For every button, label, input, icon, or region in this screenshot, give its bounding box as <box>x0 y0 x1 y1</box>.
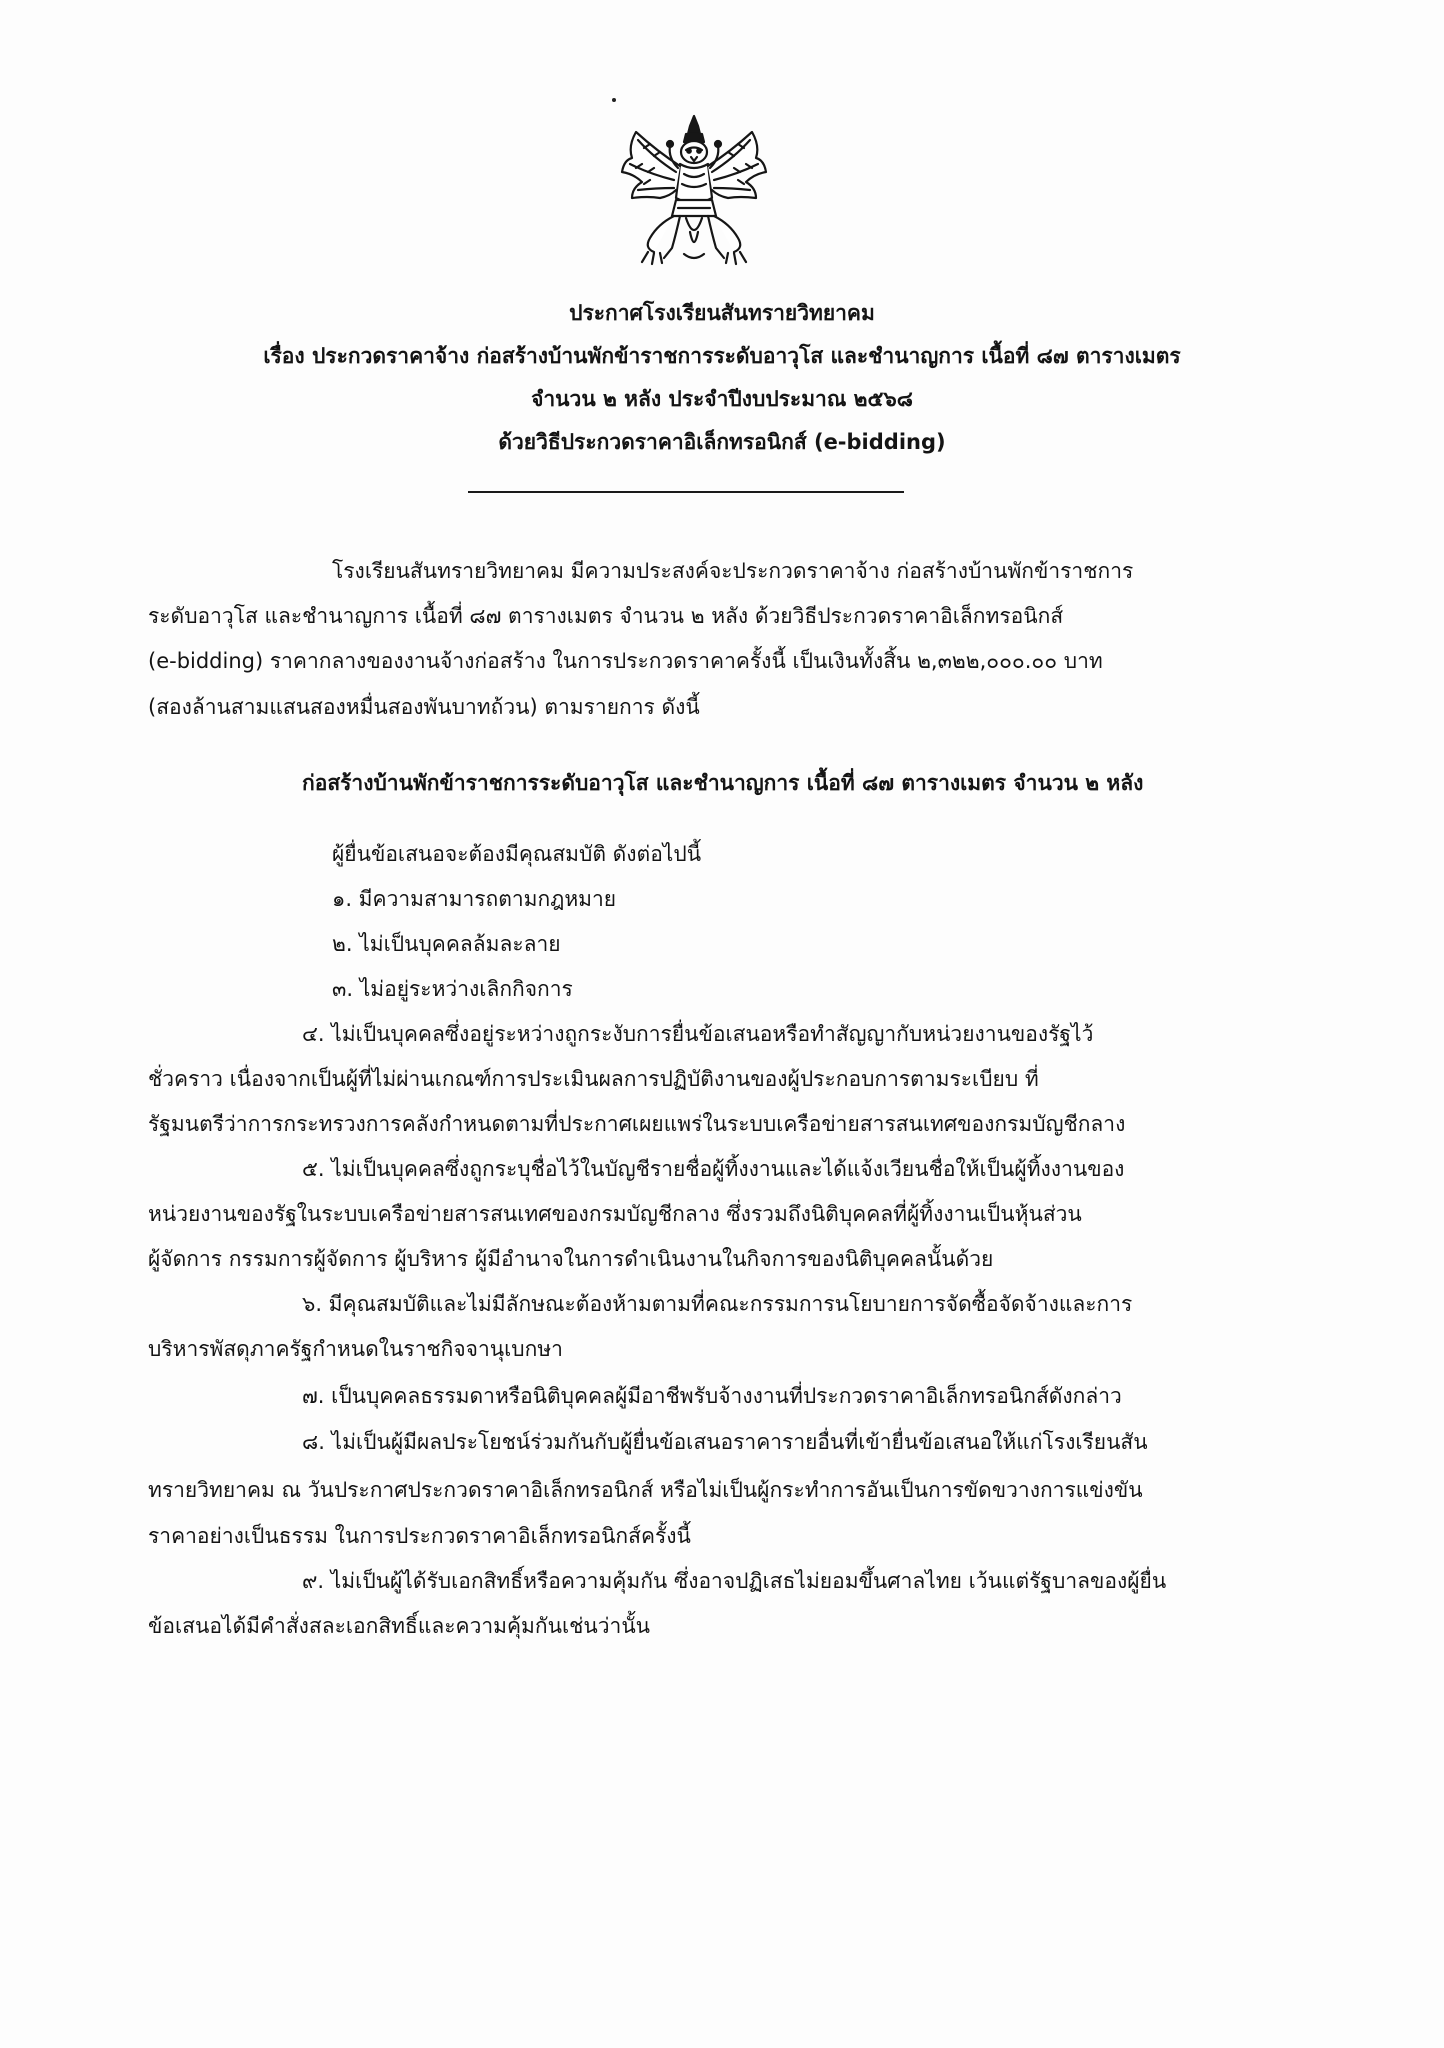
heading-method: ด้วยวิธีประกวดราคาอิเล็กทรอนิกส์ (e-bidding) <box>498 430 946 454</box>
qualification-item-7: ๗. เป็นบุคคลธรรมดาหรือนิติบุคคลผู้มีอาชีพรับจ้างงานที่ประกวดราคาอิเล็กทรอนิกส์ดังกล่าว <box>302 1384 1122 1408</box>
qualification-item-8-line-1: ๘. ไม่เป็นผู้มีผลประโยชน์ร่วมกันกับผู้ยื่นข้อเสนอราคารายอื่นที่เข้ายื่นข้อเสนอให้แก่โรงเรียนสัน <box>302 1430 1148 1454</box>
qualification-item-4-line-2: ชั่วคราว เนื่องจากเป็นผู้ที่ไม่ผ่านเกณฑ์การประเมินผลการปฏิบัติงานของผู้ประกอบการตามระเบียบ ที่ <box>148 1067 1039 1091</box>
qualification-item-4-line-3: รัฐมนตรีว่าการกระทรวงการคลังกำหนดตามที่ประกาศเผยแพร่ในระบบเครือข่ายสารสนเทศของกรมบัญชีกลาง <box>148 1112 1126 1136</box>
qualification-item-5-line-1: ๕. ไม่เป็นบุคคลซึ่งถูกระบุชื่อไว้ในบัญชีรายชื่อผู้ทิ้งงานและได้แจ้งเวียนชื่อให้เป็นผู้ทิ้งงานของ <box>302 1157 1125 1181</box>
qualification-item-8-line-2: ทรายวิทยาคม ณ วันประกาศประกวดราคาอิเล็กทรอนิกส์ หรือไม่เป็นผู้กระทำการอันเป็นการขัดขวางการแข่งขัน <box>148 1478 1143 1502</box>
qualification-item-1: ๑. มีความสามารถตามกฎหมาย <box>332 887 617 911</box>
intro-line-2: ระดับอาวุโส และชำนาญการ เนื้อที่ ๘๗ ตารางเมตร จำนวน ๒ หลัง ด้วยวิธีประกวดราคาอิเล็กทรอนิกส์ <box>148 604 1064 628</box>
qualification-item-9-line-1: ๙. ไม่เป็นผู้ได้รับเอกสิทธิ์หรือความคุ้มกัน ซึ่งอาจปฏิเสธไม่ยอมขึ้นศาลไทย เว้นแต่รัฐบาลของผู้ยื่น <box>302 1569 1167 1593</box>
heading-subject: เรื่อง ประกวดราคาจ้าง ก่อสร้างบ้านพักข้าราชการระดับอาวุโส และชำนาญการ เนื้อที่ ๘๗ ตารางเมตร <box>263 344 1181 368</box>
garuda-emblem-icon <box>614 112 774 270</box>
heading-issuer: ประกาศโรงเรียนสันทรายวิทยาคม <box>569 301 875 325</box>
intro-line-4: (สองล้านสามแสนสองหมื่นสองพันบาทถ้วน) ตามรายการ ดังนี้ <box>148 695 700 719</box>
qualification-item-6-line-2: บริหารพัสดุภาครัฐกำหนดในราชกิจจานุเบกษา <box>148 1337 563 1361</box>
qualification-item-4-line-1: ๔. ไม่เป็นบุคคลซึ่งอยู่ระหว่างถูกระงับการยื่นข้อเสนอหรือทำสัญญากับหน่วยงานของรัฐไว้ <box>302 1022 1094 1046</box>
intro-line-1: โรงเรียนสันทรายวิทยาคม มีความประสงค์จะประกวดราคาจ้าง ก่อสร้างบ้านพักข้าราชการ <box>332 559 1134 583</box>
announcement-heading <box>0 292 1444 464</box>
heading-divider <box>468 491 904 493</box>
qualification-item-8-line-3: ราคาอย่างเป็นธรรม ในการประกวดราคาอิเล็กทรอนิกส์ครั้งนี้ <box>148 1524 691 1548</box>
intro-line-3: (e-bidding) ราคากลางของงานจ้างก่อสร้าง ในการประกวดราคาครั้งนี้ เป็นเงินทั้งสิ้น ๒,๓๒๒,๐๐๐.๐๐ บาท <box>148 649 1103 673</box>
heading-quantity-year: จำนวน ๒ หลัง ประจำปีงบประมาณ ๒๕๖๘ <box>531 387 913 411</box>
scan-speck <box>612 98 616 102</box>
qualification-item-3: ๓. ไม่อยู่ระหว่างเลิกกิจการ <box>332 977 573 1001</box>
qualifications-intro: ผู้ยื่นข้อเสนอจะต้องมีคุณสมบัติ ดังต่อไปนี้ <box>332 842 702 866</box>
project-subheading: ก่อสร้างบ้านพักข้าราชการระดับอาวุโส และชำนาญการ เนื้อที่ ๘๗ ตารางเมตร จำนวน ๒ หลัง <box>302 771 1144 795</box>
qualification-item-5-line-2: หน่วยงานของรัฐในระบบเครือข่ายสารสนเทศของกรมบัญชีกลาง ซึ่งรวมถึงนิติบุคคลที่ผู้ทิ้งงานเป็นหุ้นส่วน <box>148 1202 1082 1226</box>
qualification-item-5-line-3: ผู้จัดการ กรรมการผู้จัดการ ผู้บริหาร ผู้มีอำนาจในการดำเนินงานในกิจการของนิติบุคคลนั้นด้วย <box>148 1247 994 1271</box>
qualification-item-6-line-1: ๖. มีคุณสมบัติและไม่มีลักษณะต้องห้ามตามที่คณะกรรมการนโยบายการจัดซื้อจัดจ้างและการ <box>302 1292 1133 1316</box>
qualification-item-9-line-2: ข้อเสนอได้มีคำสั่งสละเอกสิทธิ์และความคุ้มกันเช่นว่านั้น <box>148 1614 651 1638</box>
qualification-item-2: ๒. ไม่เป็นบุคคลล้มละลาย <box>332 932 561 956</box>
